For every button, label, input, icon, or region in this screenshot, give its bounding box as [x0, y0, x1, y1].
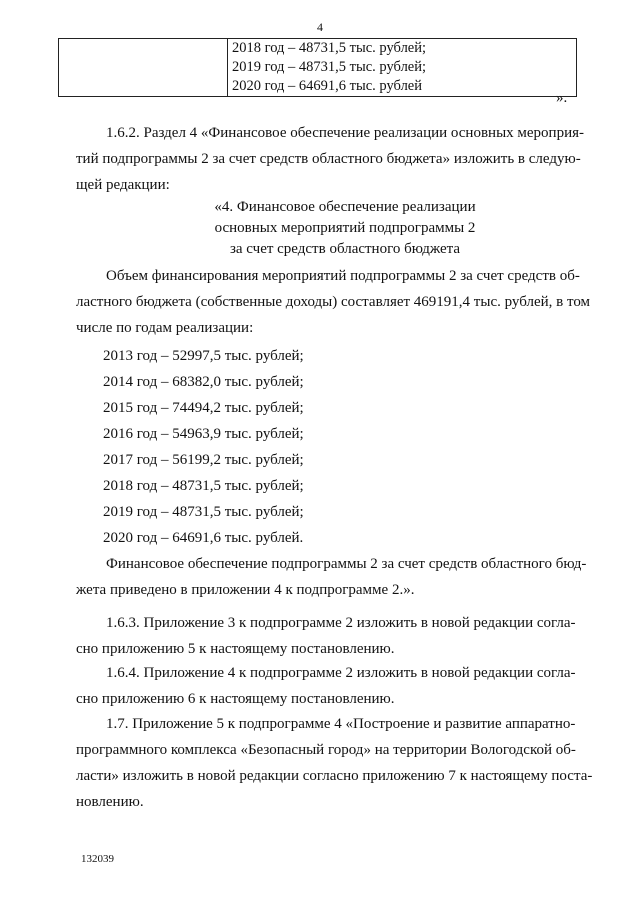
year-item: 2019 год – 48731,5 тыс. рублей;	[103, 504, 304, 520]
paragraph-1-6-3	[76, 610, 606, 662]
year-item: 2017 год – 56199,2 тыс. рублей;	[103, 452, 304, 468]
paragraph-line: 1.6.4. Приложение 4 к подпрограмме 2 изложить в новой редакции согла-	[106, 665, 576, 681]
page-number: 4	[317, 20, 323, 34]
paragraph-line: 1.6.2. Раздел 4 «Финансовое обеспечение реализации основных мероприя-	[106, 125, 585, 141]
paragraph-line: числе по годам реализации:	[76, 320, 254, 336]
paragraph-line: тий подпрограммы 2 за счет средств областного бюджета» изложить в следую-	[76, 151, 581, 167]
paragraph-1-6-4	[76, 660, 606, 712]
paragraph-line: 1.6.3. Приложение 3 к подпрограмме 2 изложить в новой редакции согла-	[106, 615, 576, 631]
year-item: 2014 год – 68382,0 тыс. рублей;	[103, 374, 304, 390]
paragraph-line: Объем финансирования мероприятий подпрограммы 2 за счет средств об-	[106, 268, 580, 284]
table-row: 2019 год – 48731,5 тыс. рублей;	[232, 59, 427, 75]
closing-quote: ».	[556, 90, 568, 106]
year-item: 2020 год – 64691,6 тыс. рублей.	[103, 530, 304, 546]
paragraph-line: жета приведено в приложении 4 к подпрограмме 2.».	[76, 582, 415, 598]
year-item: 2016 год – 54963,9 тыс. рублей;	[103, 426, 304, 442]
paragraph-line: сно приложению 5 к настоящему постановлению.	[76, 641, 395, 657]
document-code: 132039	[81, 853, 114, 865]
table-row: 2020 год – 64691,6 тыс. рублей	[232, 78, 423, 94]
paragraph-1-6-2	[76, 120, 585, 198]
finance-paragraph	[76, 551, 606, 603]
paragraph-line: щей редакции:	[76, 177, 170, 193]
paragraph-line: сно приложению 6 к настоящему постановлению.	[76, 691, 395, 707]
table-cell-years	[228, 39, 577, 97]
paragraph-line: ласти» изложить в новой редакции согласно приложению 7 к настоящему поста-	[76, 768, 593, 784]
table-cell-empty	[59, 39, 228, 97]
paragraph-line: Финансовое обеспечение подпрограммы 2 за счет средств областного бюд-	[106, 556, 587, 572]
paragraph-line: 1.7. Приложение 5 к подпрограмме 4 «Построение и развитие аппаратно-	[106, 716, 576, 732]
year-item: 2018 год – 48731,5 тыс. рублей;	[103, 478, 304, 494]
volume-paragraph	[76, 263, 606, 341]
paragraph-line: ластного бюджета (собственные доходы) составляет 469191,4 тыс. рублей, в том	[76, 294, 591, 310]
year-item: 2013 год – 52997,5 тыс. рублей;	[103, 348, 304, 364]
year-item: 2015 год – 74494,2 тыс. рублей;	[103, 400, 304, 416]
section-heading	[180, 197, 510, 260]
heading-line: за счет средств областного бюджета	[229, 241, 461, 257]
paragraph-line: программного комплекса «Безопасный город» на территории Вологодской об-	[76, 742, 576, 758]
budget-table-fragment	[58, 38, 577, 97]
paragraph-line: новлению.	[76, 794, 144, 810]
heading-line: «4. Финансовое обеспечение реализации	[214, 199, 476, 215]
heading-line: основных мероприятий подпрограммы 2	[214, 220, 476, 236]
table-row: 2018 год – 48731,5 тыс. рублей;	[232, 40, 427, 56]
paragraph-1-7	[76, 711, 606, 815]
